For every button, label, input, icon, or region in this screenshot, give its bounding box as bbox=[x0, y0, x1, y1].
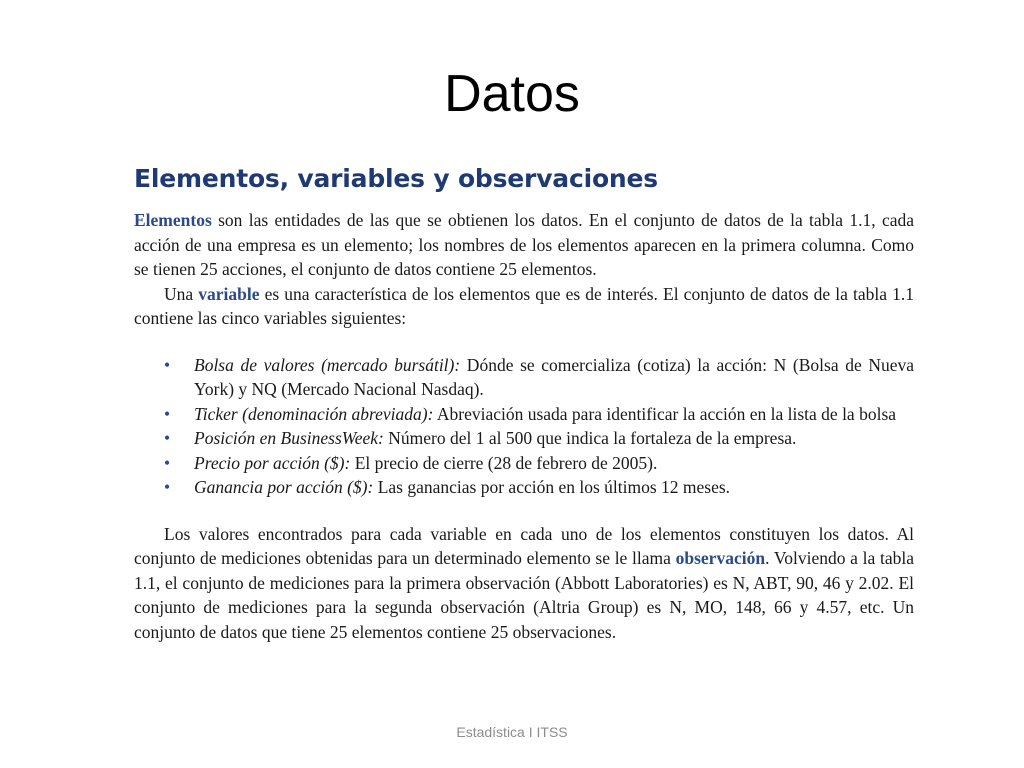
variable-term: Posición en BusinessWeek: bbox=[194, 428, 384, 448]
variable-description: Las ganancias por acción en los últimos 12 meses. bbox=[373, 477, 731, 497]
keyword-observacion: observación bbox=[675, 548, 766, 568]
keyword-variable: variable bbox=[198, 283, 260, 304]
textbook-excerpt bbox=[134, 160, 914, 644]
list-item bbox=[164, 475, 914, 500]
variables-list bbox=[134, 353, 914, 500]
paragraph-text: Una bbox=[164, 283, 199, 304]
bullet-icon: • bbox=[164, 403, 171, 424]
slide-footer: Estadística I ITSS bbox=[456, 724, 568, 740]
variable-term: Ticker (denominación abreviada): bbox=[194, 403, 434, 424]
paragraph-text: son las entidades de las que se obtienen los datos. En el conjunto de datos de la tabla 1.1, cada acción de una empresa es un elemento; los nombres de los elementos aparecen en la primera columna. Como se tienen 25 acciones, el conjunto de datos contiene 25 elementos. bbox=[134, 210, 914, 279]
paragraph-text: es una característica de los elementos que es de interés. El conjunto de datos de la tabla 1.1 contiene las cinco variables siguientes: bbox=[134, 283, 915, 328]
paragraph-elementos bbox=[134, 208, 914, 282]
paragraph-variable bbox=[134, 282, 914, 331]
list-item bbox=[164, 451, 914, 476]
variable-term: Bolsa de valores (mercado bursátil): bbox=[194, 354, 461, 375]
section-heading: Elementos, variables y observaciones bbox=[134, 164, 658, 193]
bullet-icon: • bbox=[164, 477, 171, 497]
paragraph-observacion bbox=[134, 522, 914, 645]
variable-description: Número del 1 al 500 que indica la fortaleza de la empresa. bbox=[383, 428, 797, 448]
keyword-elementos: Elementos bbox=[134, 210, 212, 230]
paragraph-text: . Volviendo a la tabla 1.1, el conjunto de mediciones para la primera observación (Abbott Laboratories) es N, ABT, 90, 46 y 2.02. El conjunto de mediciones para la segunda observación (Altria Group) es N, MO, 148, 66 y 4.57, etc. Un conjunto de datos que tiene 25 elementos contiene 25 observaciones. bbox=[134, 548, 914, 642]
bullet-icon: • bbox=[164, 452, 171, 473]
bullet-icon: • bbox=[164, 354, 171, 375]
list-item bbox=[164, 402, 914, 427]
slide-title: Datos bbox=[444, 65, 580, 123]
variable-term: Precio por acción ($): bbox=[194, 452, 351, 473]
variable-description: El precio de cierre (28 de febrero de 2005). bbox=[350, 452, 658, 473]
variable-description: Dónde se comercializa (cotiza) la acción: N (Bolsa de Nueva York) y NQ (Mercado Nacional Nasdaq). bbox=[194, 354, 914, 399]
paragraph-text: Los valores encontrados para cada variable en cada uno de los elementos constituyen los datos. Al conjunto de mediciones obtenidas para un determinado elemento se le llama bbox=[134, 523, 914, 568]
list-item bbox=[164, 353, 914, 402]
variable-description: Abreviación usada para identificar la acción en la lista de la bolsa bbox=[433, 403, 897, 424]
list-item bbox=[164, 426, 914, 451]
bullet-icon: • bbox=[164, 428, 171, 448]
variable-term: Ganancia por acción ($): bbox=[194, 477, 374, 497]
